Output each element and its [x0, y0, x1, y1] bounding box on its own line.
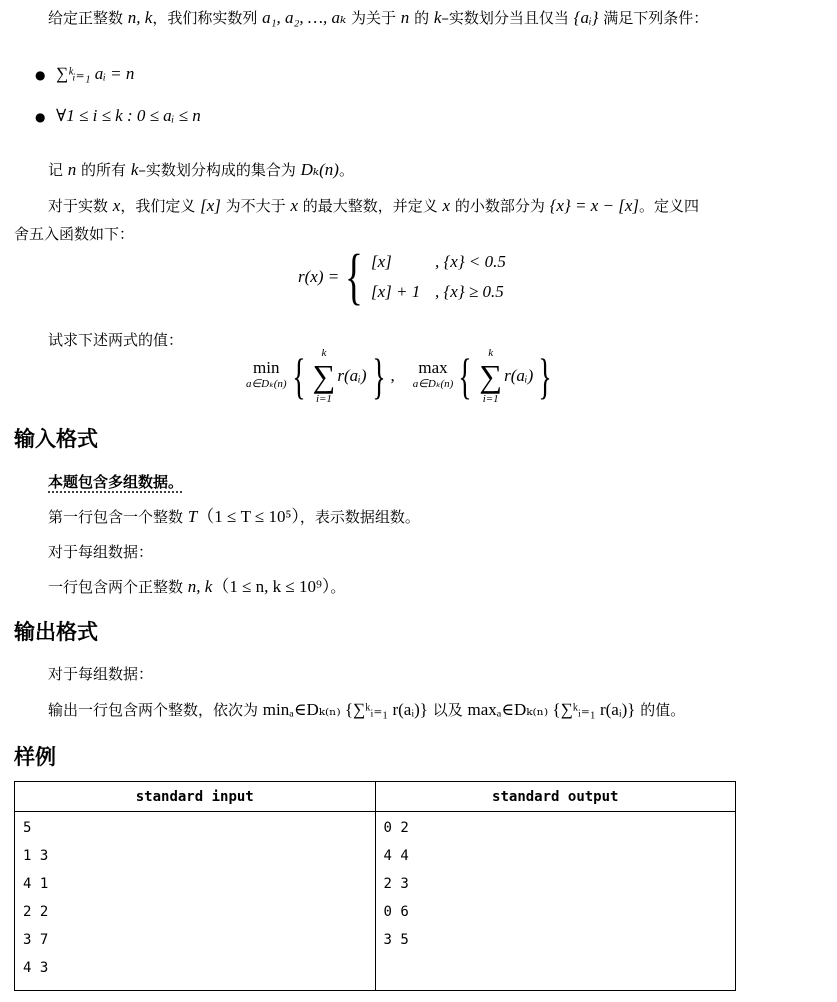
output-line: 3 5 — [383, 932, 409, 948]
text: 为不大于 — [220, 197, 291, 215]
right-brace-icon: } — [371, 348, 386, 404]
math-x: x — [112, 196, 121, 215]
intro-text: 的 — [409, 9, 434, 27]
math-frac-eq: {x} = x − [x] — [549, 196, 640, 215]
intro-text: ，我们称实数列 — [152, 9, 263, 27]
output-line: 4 4 — [383, 848, 409, 864]
sum-term: r(aᵢ) — [504, 366, 534, 385]
output-line: 0 6 — [383, 904, 409, 920]
math-max-expr: maxₐ∈Dₖ₍ₙ₎ {∑ᵏᵢ₌₁ r(aᵢ)} — [467, 700, 636, 719]
math-floor: [x] — [200, 196, 221, 215]
intro-text: 为关于 — [346, 9, 401, 27]
left-brace-icon: { — [458, 348, 472, 404]
intro-text: –实数划分当且仅当 — [441, 9, 574, 27]
sigma-icon: ∑ — [312, 358, 336, 394]
sample-output-cell[interactable] — [375, 812, 736, 991]
case-row — [371, 252, 506, 272]
bullet-icon: ● — [35, 110, 46, 124]
comma: , — [390, 366, 395, 385]
text: 记 — [48, 161, 68, 179]
text: 。 — [330, 578, 346, 596]
input-per-case: 对于每组数据： — [48, 543, 154, 561]
cases — [371, 252, 506, 302]
sum-operator — [313, 346, 336, 406]
bullet-icon: ● — [35, 68, 46, 82]
case-row — [371, 282, 506, 302]
text: 的所有 — [76, 161, 131, 179]
input-format-heading: 输入格式 — [14, 427, 98, 451]
right-brace-icon: } — [538, 348, 552, 404]
input-line-T — [48, 507, 420, 527]
op-subscript: a∈Dₖ(n) — [246, 378, 287, 390]
input-line: 2 2 — [23, 904, 49, 920]
math-n: n — [67, 160, 77, 179]
case-condition: , {x} < 0.5 — [434, 252, 506, 271]
sample-body-row — [15, 812, 736, 991]
formula-lhs: r(x) = — [298, 267, 340, 286]
math-nk-range: （1 ≤ n, k ≤ 10⁹） — [212, 577, 331, 596]
sum-lower: i=1 — [482, 393, 499, 405]
op-label: min — [253, 358, 280, 377]
sum-term: r(aᵢ) — [337, 366, 367, 385]
input-line: 4 1 — [23, 876, 49, 892]
text: 的值。 — [635, 701, 686, 719]
sum-upper: k — [321, 347, 327, 359]
sigma-icon: ∑ — [479, 358, 503, 394]
math-set-D: Dₖ(n) — [300, 160, 339, 179]
target-formulas — [246, 346, 557, 406]
text: 输出一行包含两个整数，依次为 — [48, 701, 263, 719]
math-k: k — [433, 8, 442, 27]
output-line: 0 2 — [383, 820, 409, 836]
math-x: x — [290, 196, 298, 215]
input-line: 5 — [23, 820, 32, 836]
case-value: [x] + 1 — [370, 282, 421, 301]
math-min-expr: minₐ∈Dₖ₍ₙ₎ {∑ᵏᵢ₌₁ r(aᵢ)} — [262, 700, 428, 719]
left-brace-icon: { — [291, 348, 306, 404]
rounding-function-formula — [298, 243, 506, 311]
case-condition: , {x} ≥ 0.5 — [434, 282, 504, 301]
max-operator — [413, 360, 454, 392]
text: 。 — [338, 161, 354, 179]
text: –实数划分构成的集合为 — [138, 161, 301, 179]
case-value: [x] — [370, 252, 392, 271]
text: 对于实数 — [48, 197, 113, 215]
condition-range: ∀1 ≤ i ≤ k : 0 ≤ aᵢ ≤ n — [56, 106, 201, 125]
op-label: max — [418, 358, 448, 377]
output-per-case: 对于每组数据： — [48, 665, 154, 683]
sum-operator — [479, 346, 502, 406]
math-nk: n, k — [187, 577, 213, 596]
text: 以及 — [427, 701, 468, 719]
min-operator — [246, 360, 287, 392]
sum-upper: k — [488, 347, 494, 359]
sum-lower: i=1 — [315, 393, 332, 405]
input-line: 3 7 — [23, 932, 49, 948]
math-T-range: （1 ≤ T ≤ 10⁵） — [197, 507, 300, 526]
math-k: k — [130, 160, 139, 179]
emphasis-text: 本题包含多组数据。 — [48, 473, 184, 491]
input-line-nk — [48, 577, 345, 597]
intro-text: 给定正整数 — [48, 9, 128, 27]
math-T: T — [187, 507, 198, 526]
ask-text: 试求下述两式的值： — [48, 331, 184, 349]
input-line: 1 3 — [23, 848, 49, 864]
left-brace-icon: { — [345, 243, 364, 311]
condition-sum: ∑ᵏᵢ₌₁ aᵢ = n — [56, 64, 135, 83]
math-n: n — [400, 8, 410, 27]
output-line: 2 3 — [383, 876, 409, 892]
text: ，我们定义 — [120, 197, 201, 215]
sample-input-cell[interactable] — [15, 812, 376, 991]
input-line: 4 3 — [23, 960, 49, 976]
intro-text: 满足下列条件： — [598, 9, 709, 27]
text: 一行包含两个正整数 — [48, 578, 188, 596]
floor-definition-line2: 舍五入函数如下： — [14, 225, 135, 243]
math-set-ai: {aᵢ} — [573, 8, 599, 27]
text: ，表示数据组数。 — [299, 508, 420, 526]
output-header: standard output — [375, 782, 736, 812]
output-line — [48, 700, 685, 720]
text: 的最大整数，并定义 — [297, 197, 443, 215]
math-sequence: a₁, a₂, …, aₖ — [262, 8, 347, 27]
text: 第一行包含一个整数 — [48, 508, 188, 526]
sample-header-row — [15, 782, 736, 812]
text: 。定义四 — [639, 197, 700, 215]
set-definition — [48, 160, 354, 180]
output-format-heading: 输出格式 — [14, 620, 98, 644]
intro-paragraph — [48, 8, 708, 28]
input-header: standard input — [15, 782, 376, 812]
math-x: x — [442, 196, 451, 215]
multi-case-note — [48, 472, 183, 492]
sample-table — [14, 781, 736, 991]
op-subscript: a∈Dₖ(n) — [412, 378, 454, 390]
text: 的小数部分为 — [450, 197, 550, 215]
samples-heading: 样例 — [14, 745, 56, 769]
floor-definition-line1 — [48, 196, 699, 216]
math-nk: n, k — [127, 8, 153, 27]
